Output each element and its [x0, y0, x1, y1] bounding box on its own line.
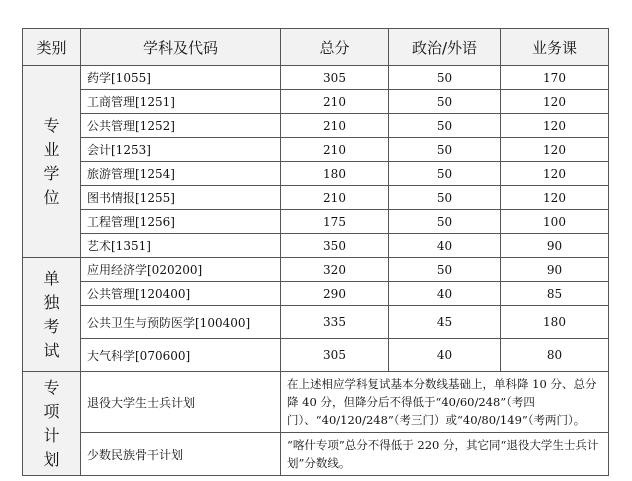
total-cell: 305: [281, 66, 389, 90]
politics-cell: 50: [389, 210, 501, 234]
table-row: [23, 282, 609, 306]
table-row: [23, 210, 609, 234]
table-row: [23, 339, 609, 372]
subject-cell: 工程管理[1256]: [81, 210, 281, 234]
subject-cell: 大气科学[070600]: [81, 339, 281, 372]
table-row: [23, 186, 609, 210]
group-char: 试: [43, 340, 60, 360]
group-label-professional-degree: [23, 66, 81, 258]
group-char: 学: [43, 163, 60, 183]
total-cell: 180: [281, 162, 389, 186]
table-row: [23, 114, 609, 138]
header-politics: 政治/外语: [389, 29, 501, 66]
group-char: 划: [43, 449, 60, 469]
header-row: [23, 29, 609, 66]
total-cell: 290: [281, 282, 389, 306]
header-category: 类别: [23, 29, 81, 66]
politics-cell: 50: [389, 90, 501, 114]
group-char: 考: [43, 316, 60, 336]
politics-cell: 50: [389, 138, 501, 162]
table-row: [23, 433, 609, 476]
total-cell: 210: [281, 138, 389, 162]
major-cell: 120: [501, 114, 609, 138]
total-cell: 320: [281, 258, 389, 282]
table-row: [23, 234, 609, 258]
table-row: [23, 258, 609, 282]
subject-cell: 公共卫生与预防医学[100400]: [81, 306, 281, 339]
major-cell: 120: [501, 186, 609, 210]
group-char: 业: [43, 139, 60, 159]
politics-cell: 40: [389, 234, 501, 258]
group-char: 专: [43, 115, 60, 135]
subject-cell: 退役大学生士兵计划: [81, 372, 281, 433]
politics-cell: 50: [389, 162, 501, 186]
note-cell: “喀什专项”总分不得低于 220 分，其它同“退役大学生士兵计划”分数线。: [281, 433, 609, 476]
subject-cell: 少数民族骨干计划: [81, 433, 281, 476]
header-total: 总分: [281, 29, 389, 66]
total-cell: 335: [281, 306, 389, 339]
header-subject: 学科及代码: [81, 29, 281, 66]
group-char: 单: [43, 268, 60, 288]
group-char: 位: [43, 187, 60, 207]
politics-cell: 50: [389, 258, 501, 282]
group-char: 计: [43, 425, 60, 445]
politics-cell: 45: [389, 306, 501, 339]
group-label-separate-exam: [23, 258, 81, 372]
total-cell: 210: [281, 114, 389, 138]
total-cell: 175: [281, 210, 389, 234]
table-row: [23, 138, 609, 162]
total-cell: 210: [281, 186, 389, 210]
subject-cell: 应用经济学[020200]: [81, 258, 281, 282]
subject-cell: 公共管理[1252]: [81, 114, 281, 138]
major-cell: 90: [501, 234, 609, 258]
table-row: [23, 306, 609, 339]
subject-cell: 药学[1055]: [81, 66, 281, 90]
table-row: [23, 372, 609, 433]
politics-cell: 50: [389, 114, 501, 138]
subject-cell: 工商管理[1251]: [81, 90, 281, 114]
table-row: [23, 90, 609, 114]
politics-cell: 50: [389, 66, 501, 90]
major-cell: 85: [501, 282, 609, 306]
group-char: 专: [43, 377, 60, 397]
subject-cell: 旅游管理[1254]: [81, 162, 281, 186]
header-major: 业务课: [501, 29, 609, 66]
subject-cell: 图书情报[1255]: [81, 186, 281, 210]
major-cell: 120: [501, 138, 609, 162]
politics-cell: 50: [389, 186, 501, 210]
table-row: [23, 162, 609, 186]
group-label-special-plan: [23, 372, 81, 476]
score-table: [22, 28, 609, 476]
subject-cell: 公共管理[120400]: [81, 282, 281, 306]
group-char: 独: [43, 292, 60, 312]
note-cell: 在上述相应学科复试基本分数线基础上，单科降 10 分、总分降 40 分，但降分后不得低于“40/60/248”（考四门）、“40/120/248”（考三门）或“40/80/149”（考两门）。: [281, 372, 609, 433]
total-cell: 350: [281, 234, 389, 258]
politics-cell: 40: [389, 282, 501, 306]
major-cell: 120: [501, 90, 609, 114]
total-cell: 305: [281, 339, 389, 372]
major-cell: 80: [501, 339, 609, 372]
total-cell: 210: [281, 90, 389, 114]
major-cell: 90: [501, 258, 609, 282]
group-char: 项: [43, 401, 60, 421]
subject-cell: 艺术[1351]: [81, 234, 281, 258]
major-cell: 120: [501, 162, 609, 186]
major-cell: 170: [501, 66, 609, 90]
table-row: [23, 66, 609, 90]
politics-cell: 40: [389, 339, 501, 372]
major-cell: 100: [501, 210, 609, 234]
major-cell: 180: [501, 306, 609, 339]
subject-cell: 会计[1253]: [81, 138, 281, 162]
